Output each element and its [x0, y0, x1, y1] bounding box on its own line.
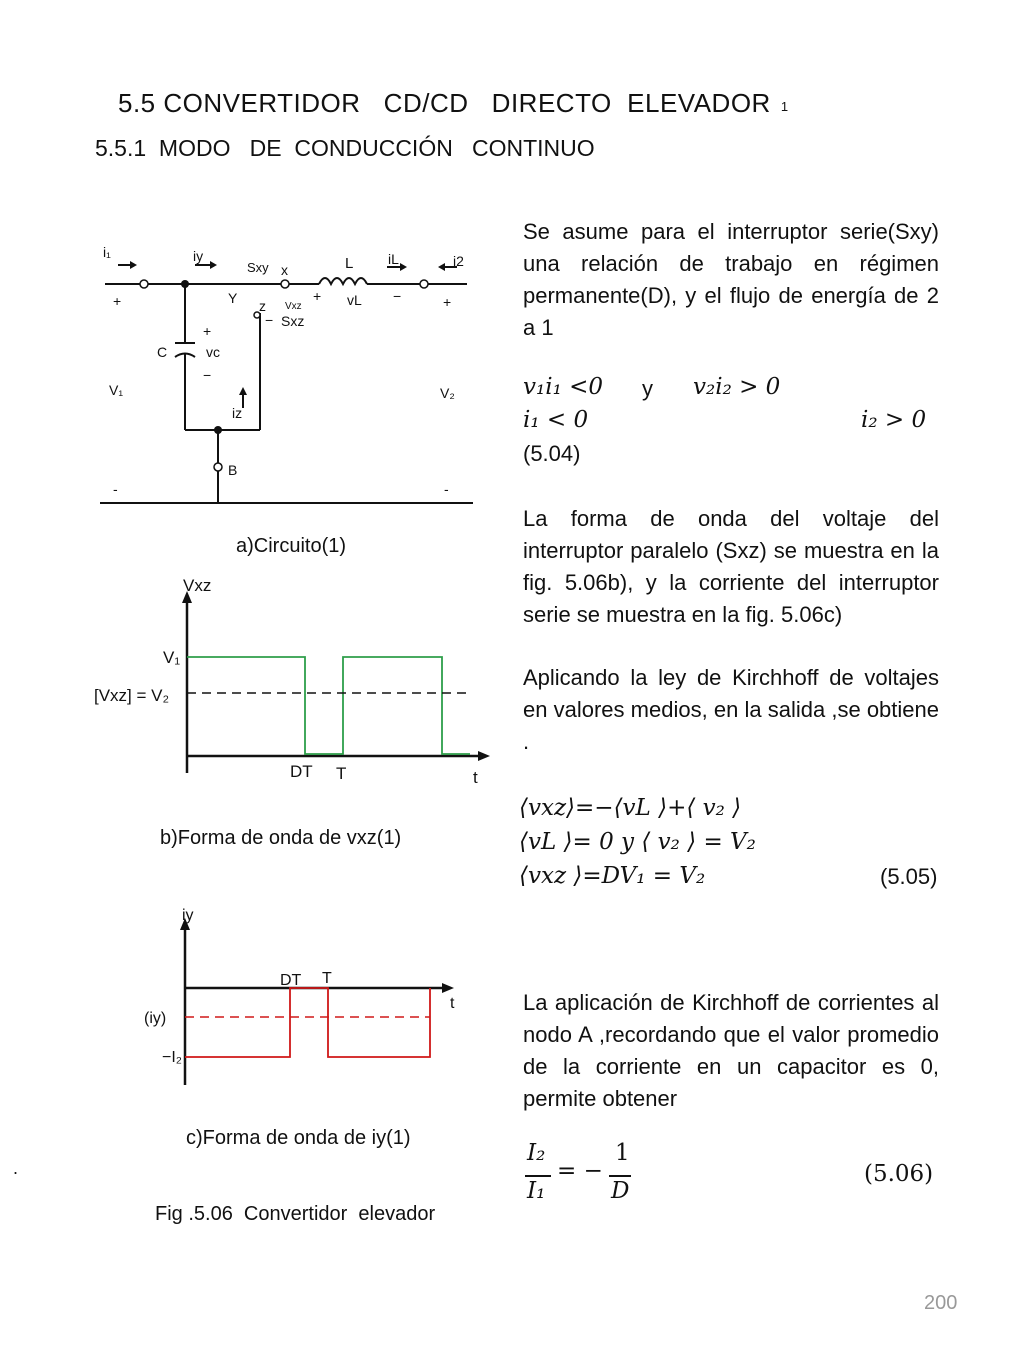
- label-vxz-small: Vxz: [285, 301, 302, 312]
- label-minus-vl: −: [393, 288, 402, 304]
- label-plus-vl: +: [313, 288, 322, 304]
- eq-number-504: (5.04): [523, 441, 581, 466]
- label-vl: vL: [347, 292, 362, 308]
- terminal-input: [140, 280, 148, 288]
- waveform-iy: [130, 900, 480, 1095]
- label-x: x: [281, 262, 288, 278]
- terminal-output: [420, 280, 428, 288]
- arrow-i1-head: [130, 261, 137, 269]
- eq-power-v1i1: v₁i₁ <0: [523, 374, 604, 400]
- figure-caption: Fig .5.06 Convertidor elevador: [155, 1203, 436, 1225]
- label-vc: vc: [206, 344, 220, 360]
- label-iy: iy: [193, 248, 204, 264]
- label-inductor: L: [345, 255, 354, 272]
- eq505-line2: ⟨vL ⟩= 0 y ⟨ v₂ ⟩ = V₂: [519, 829, 756, 855]
- section-title: 5.5 CONVERTIDOR CD/CD DIRECTO ELEVADOR $^1$: [118, 88, 789, 118]
- label-plus-c: +: [203, 323, 212, 339]
- paragraph-assumption: Se asume para el interruptor serie(Sxy) una relación de trabajo en régimen permanente(D), y el flujo de energía de 2 a 1: [523, 219, 939, 340]
- node-bottom-dot: [214, 426, 222, 434]
- label-c: C: [157, 344, 168, 360]
- eq505-line1: ⟨vxz⟩=−⟨vL ⟩+⟨ v₂ ⟩: [519, 795, 742, 821]
- caption-wave-b: b)Forma de onda de vxz(1): [160, 827, 402, 849]
- label-i2: i2: [453, 253, 464, 269]
- arrow-il-head: [400, 263, 407, 271]
- label-avg-c: (iy): [144, 1010, 167, 1027]
- axis-x-b-arrow: [478, 751, 490, 761]
- label-xlabel-c: t: [450, 995, 455, 1012]
- eq-conjunction: y: [642, 376, 653, 401]
- label-z: z: [259, 298, 266, 314]
- eq506-fraction-bar-left: [525, 1175, 551, 1177]
- eq505-line3: ⟨vxz ⟩=DV₁ = V₂: [519, 863, 706, 889]
- label-b: B: [228, 462, 238, 478]
- label-sxy: Sxy: [247, 260, 269, 275]
- label-iz: iz: [232, 405, 243, 421]
- label-v1-level: V₁: [163, 648, 181, 667]
- label-minus-sxz: −: [265, 312, 274, 328]
- tick-dt-c: DT: [280, 972, 302, 989]
- title-reference: 1: [780, 99, 789, 114]
- label-plus-v2: +: [443, 294, 452, 310]
- terminal-x: [281, 280, 289, 288]
- eq-i1-negative: i₁ < 0: [523, 407, 589, 433]
- inductor-coil: [319, 278, 367, 284]
- label-plus-v1: +: [113, 293, 122, 309]
- eq506-numerator: I₂: [527, 1140, 546, 1166]
- label-minus-c: −: [203, 367, 212, 383]
- axis-x-c-arrow: [442, 983, 454, 993]
- tick-t-b: T: [336, 764, 347, 783]
- tick-dt-b: DT: [290, 762, 313, 781]
- label-minus-v1: -: [113, 481, 118, 497]
- label-sxz: Sxz: [281, 313, 305, 329]
- label-ylabel-b: Vxz: [183, 576, 212, 595]
- label-v2: V₂: [440, 385, 455, 401]
- stray-dot: .: [13, 1158, 19, 1178]
- eq-i2-positive: i₂ > 0: [861, 407, 927, 433]
- terminal-b: [214, 463, 222, 471]
- caption-wave-c: c)Forma de onda de iy(1): [186, 1127, 411, 1149]
- eq506-equals-minus: = −: [557, 1158, 603, 1184]
- arrow-i2-head: [438, 263, 445, 271]
- eq-number-506: (5.06): [864, 1161, 934, 1187]
- arrow-iz-head: [239, 387, 247, 395]
- eq506-d: D: [611, 1178, 630, 1204]
- waveform-c-line: [185, 988, 430, 1057]
- subsection-title: 5.5.1 MODO DE CONDUCCIÓN CONTINUO: [95, 135, 595, 161]
- label-y: Y: [228, 290, 238, 306]
- node-y-dot: [181, 280, 189, 288]
- label-minus-v2: -: [444, 481, 449, 497]
- waveform-vxz: [90, 575, 500, 785]
- page-number: 200: [924, 1292, 958, 1314]
- label-low-c: −I₂: [162, 1049, 182, 1066]
- eq506-denominator: I₁: [527, 1178, 546, 1204]
- eq506: [523, 1140, 643, 1210]
- paragraph-kirchhoff-voltage: Aplicando la ley de Kirchhoff de voltajes en valores medios, en la salida ,se obtiene .: [523, 665, 939, 754]
- eq506-one: 1: [615, 1140, 630, 1166]
- caption-circuit: a)Circuito(1): [236, 535, 347, 557]
- waveform-b-line: [187, 657, 470, 754]
- label-v1: V₁: [109, 382, 124, 398]
- arrow-iy-head: [210, 261, 217, 269]
- eq506-fraction-bar-right: [609, 1175, 631, 1177]
- tick-t-c: T: [322, 970, 332, 987]
- label-il: iL: [388, 251, 399, 267]
- label-i1: i₁: [103, 244, 111, 260]
- eq-power-v2i2: v₂i₂ > 0: [693, 374, 781, 400]
- circuit-diagram: [95, 235, 495, 525]
- label-avg-b: [Vxz] = V₂: [94, 686, 170, 705]
- label-xlabel-b: t: [473, 768, 478, 785]
- paragraph-waveforms: La forma de onda del voltaje del interruptor paralelo (Sxz) se muestra en la fig. 5.06b), y la corriente del interruptor serie se muestra en la fig. 5.06c): [523, 506, 939, 627]
- eq-number-505: (5.05): [880, 864, 938, 889]
- label-ylabel-c: iy: [182, 907, 194, 924]
- paragraph-kirchhoff-current: La aplicación de Kirchhoff de corrientes al nodo A ,recordando que el valor promedio de la corriente en un capacitor es 0, permite obtener: [523, 990, 939, 1111]
